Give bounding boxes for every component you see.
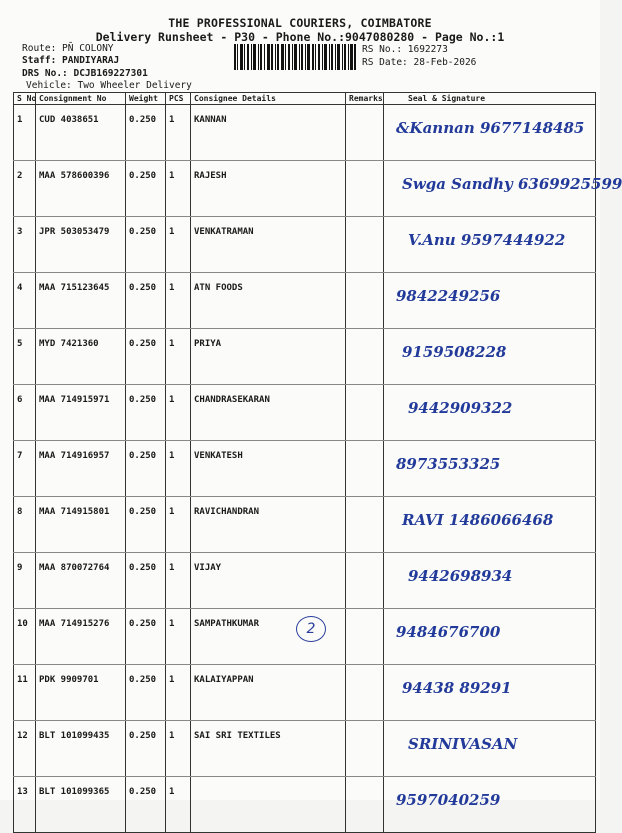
cell-weight: 0.250 [126,553,166,609]
cell-remarks [346,273,384,329]
cell-signature: 9159508228 [384,329,596,385]
cell-consignee: KANNAN [191,105,346,161]
cell-signature: RAVI 1486066468 [384,497,596,553]
col-pcs: PCS [166,93,191,105]
cell-consignment: MAA 714915801 [36,497,126,553]
cell-consignee [191,777,346,833]
cell-sno: 10 [14,609,36,665]
cell-weight: 0.250 [126,217,166,273]
table-row [14,777,596,833]
cell-consignee: SAMPATHKUMAR [191,609,346,665]
cell-remarks [346,385,384,441]
vehicle-label: Vehicle: Two Wheeler Delivery [26,80,192,91]
cell-signature: 9842249256 [384,273,596,329]
cell-signature: 9597040259 [384,777,596,833]
col-consignment: Consignment No [36,93,126,105]
table-row [14,497,596,553]
cell-pcs: 1 [166,497,191,553]
table-row [14,553,596,609]
cell-weight: 0.250 [126,441,166,497]
cell-weight: 0.250 [126,777,166,833]
cell-sno: 2 [14,161,36,217]
cell-weight: 0.250 [126,665,166,721]
cell-signature: 9484676700 [384,609,596,665]
cell-signature: &Kannan 9677148485 [384,105,596,161]
cell-consignee: RAJESH [191,161,346,217]
cell-pcs: 1 [166,609,191,665]
cell-remarks [346,665,384,721]
cell-consignment: MAA 714916957 [36,441,126,497]
cell-consignee: KALAIYAPPAN [191,665,346,721]
cell-weight: 0.250 [126,161,166,217]
cell-pcs: 1 [166,665,191,721]
cell-consignment: PDK 9909701 [36,665,126,721]
cell-consignment: MAA 714915276 [36,609,126,665]
cell-consignment: MAA 578600396 [36,161,126,217]
cell-signature: Swga Sandhy 6369925599 [384,161,596,217]
cell-pcs: 1 [166,273,191,329]
cell-pcs: 1 [166,721,191,777]
cell-weight: 0.250 [126,329,166,385]
cell-sno: 3 [14,217,36,273]
cell-consignee: PRIYA [191,329,346,385]
cell-sno: 12 [14,721,36,777]
cell-pcs: 1 [166,385,191,441]
cell-consignee: VENKATESH [191,441,346,497]
col-remarks: Remarks [346,93,384,105]
cell-sno: 7 [14,441,36,497]
table-header [14,93,596,105]
cell-consignee: ATN FOODS [191,273,346,329]
cell-consignee: VIJAY [191,553,346,609]
cell-consignee: VENKATRAMAN [191,217,346,273]
cell-pcs: 1 [166,329,191,385]
cell-signature: 9442909322 [384,385,596,441]
table-row [14,441,596,497]
cell-remarks [346,105,384,161]
cell-remarks [346,609,384,665]
cell-signature: 94438 89291 [384,665,596,721]
cell-sno: 13 [14,777,36,833]
cell-signature: SRINIVASAN [384,721,596,777]
staff-label: Staff: PANDIYARAJ [22,55,120,66]
cell-weight: 0.250 [126,385,166,441]
cell-weight: 0.250 [126,497,166,553]
cell-consignee: SAI SRI TEXTILES [191,721,346,777]
cell-sno: 5 [14,329,36,385]
cell-remarks [346,553,384,609]
table-row [14,273,596,329]
company-title: THE PROFESSIONAL COURIERS, COIMBATORE [168,16,432,30]
cell-pcs: 1 [166,161,191,217]
col-weight: Weight [126,93,166,105]
route-label: Route: PN̄ COLONY [22,43,114,54]
cell-pcs: 1 [166,553,191,609]
table-row [14,329,596,385]
cell-weight: 0.250 [126,721,166,777]
drs-number: DRS No.: DCJB169227301 [22,68,148,79]
table-row [14,721,596,777]
cell-remarks [346,441,384,497]
cell-sno: 8 [14,497,36,553]
cell-consignment: MAA 714915971 [36,385,126,441]
cell-sno: 9 [14,553,36,609]
cell-pcs: 1 [166,441,191,497]
cell-pcs: 1 [166,217,191,273]
cell-weight: 0.250 [126,105,166,161]
delivery-table [13,92,622,833]
cell-remarks [346,161,384,217]
cell-remarks [346,497,384,553]
cell-sno: 6 [14,385,36,441]
col-sno: S No [14,93,36,105]
col-seal: Seal & Signature [384,93,596,105]
table-row [14,665,596,721]
cell-remarks [346,777,384,833]
cell-pcs: 1 [166,777,191,833]
cell-remarks [346,329,384,385]
cell-remarks [346,721,384,777]
cell-consignment: MAA 870072764 [36,553,126,609]
cell-weight: 0.250 [126,273,166,329]
cell-pcs: 1 [166,105,191,161]
cell-consignment: JPR 503053479 [36,217,126,273]
table-row [14,385,596,441]
cell-consignee: RAVICHANDRAN [191,497,346,553]
cell-consignment: MAA 715123645 [36,273,126,329]
rs-number: RS No.: 1692273 [362,44,448,55]
cell-sno: 4 [14,273,36,329]
table-row [14,105,596,161]
cell-weight: 0.250 [126,609,166,665]
barcode-icon [234,44,356,70]
cell-consignment: BLT 101099365 [36,777,126,833]
cell-sno: 11 [14,665,36,721]
circled-annotation: 2 [296,616,326,642]
cell-consignment: BLT 101099435 [36,721,126,777]
col-consignee: Consignee Details [191,93,346,105]
cell-consignment: CUD 4038651 [36,105,126,161]
table-row [14,217,596,273]
cell-consignment: MYD 7421360 [36,329,126,385]
table-row [14,161,596,217]
cell-remarks [346,217,384,273]
runsheet-subtitle: Delivery Runsheet - P30 - Phone No.:9047080280 - Page No.:1 [95,30,505,44]
cell-consignee: CHANDRASEKARAN [191,385,346,441]
cell-sno: 1 [14,105,36,161]
cell-signature: 8973553325 [384,441,596,497]
rs-date: RS Date: 28-Feb-2026 [362,57,477,68]
cell-signature: 9442698934 [384,553,596,609]
cell-signature: V.Anu 9597444922 [384,217,596,273]
